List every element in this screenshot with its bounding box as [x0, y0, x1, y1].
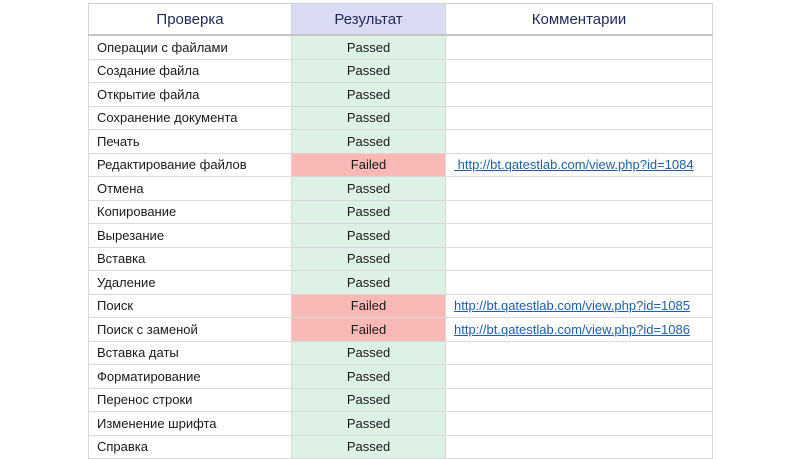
table-row — [89, 271, 713, 295]
result-passed-cell: Passed — [292, 341, 446, 365]
result-passed-cell: Passed — [292, 247, 446, 271]
table-row — [89, 247, 713, 271]
table-row — [89, 59, 713, 83]
comment-cell — [446, 435, 713, 459]
result-passed-cell: Passed — [292, 224, 446, 248]
header-comments: Комментарии — [446, 4, 713, 36]
check-name-cell: Поиск с заменой — [89, 318, 292, 342]
result-passed-cell: Passed — [292, 200, 446, 224]
table-row — [89, 388, 713, 412]
check-name-cell: Копирование — [89, 200, 292, 224]
table-row — [89, 200, 713, 224]
table-row — [89, 318, 713, 342]
bug-report-link[interactable]: http://bt.qatestlab.com/view.php?id=1084 — [454, 157, 694, 173]
table-body — [89, 35, 713, 459]
bug-report-link[interactable]: http://bt.qatestlab.com/view.php?id=1086 — [454, 321, 690, 337]
table-row — [89, 341, 713, 365]
result-passed-cell: Passed — [292, 412, 446, 436]
table-row — [89, 153, 713, 177]
result-passed-cell: Passed — [292, 59, 446, 83]
table-row — [89, 435, 713, 459]
check-name-cell: Печать — [89, 130, 292, 154]
check-name-cell: Отмена — [89, 177, 292, 201]
table-row — [89, 294, 713, 318]
check-name-cell: Справка — [89, 435, 292, 459]
result-passed-cell: Passed — [292, 83, 446, 107]
result-passed-cell: Passed — [292, 35, 446, 59]
table-row — [89, 35, 713, 59]
comment-cell — [446, 130, 713, 154]
check-name-cell: Форматирование — [89, 365, 292, 389]
result-failed-cell: Failed — [292, 294, 446, 318]
check-name-cell: Удаление — [89, 271, 292, 295]
comment-cell — [446, 247, 713, 271]
table-row — [89, 365, 713, 389]
comment-cell — [446, 35, 713, 59]
result-failed-cell: Failed — [292, 153, 446, 177]
check-name-cell: Создание файла — [89, 59, 292, 83]
check-name-cell: Сохранение документа — [89, 106, 292, 130]
result-passed-cell: Passed — [292, 130, 446, 154]
comment-cell — [446, 271, 713, 295]
table-row — [89, 412, 713, 436]
bug-report-link[interactable]: http://bt.qatestlab.com/view.php?id=1085 — [454, 298, 690, 314]
comment-cell — [446, 412, 713, 436]
table-row — [89, 224, 713, 248]
check-name-cell: Изменение шрифта — [89, 412, 292, 436]
result-passed-cell: Passed — [292, 271, 446, 295]
table-header-row — [89, 4, 713, 36]
check-name-cell: Операции с файлами — [89, 35, 292, 59]
comment-cell — [446, 224, 713, 248]
comment-cell — [446, 59, 713, 83]
result-failed-cell: Failed — [292, 318, 446, 342]
comment-cell — [446, 341, 713, 365]
check-name-cell: Редактирование файлов — [89, 153, 292, 177]
result-passed-cell: Passed — [292, 388, 446, 412]
test-results-table — [88, 3, 713, 459]
comment-cell — [446, 365, 713, 389]
comment-cell — [446, 177, 713, 201]
check-name-cell: Перенос строки — [89, 388, 292, 412]
header-result: Результат — [292, 4, 446, 36]
table-row — [89, 177, 713, 201]
table-row — [89, 106, 713, 130]
result-passed-cell: Passed — [292, 177, 446, 201]
comment-cell — [446, 83, 713, 107]
comment-cell — [446, 294, 713, 318]
comment-cell — [446, 318, 713, 342]
result-passed-cell: Passed — [292, 106, 446, 130]
result-passed-cell: Passed — [292, 365, 446, 389]
check-name-cell: Открытие файла — [89, 83, 292, 107]
table-row — [89, 130, 713, 154]
result-passed-cell: Passed — [292, 435, 446, 459]
check-name-cell: Вставка даты — [89, 341, 292, 365]
comment-cell — [446, 200, 713, 224]
comment-cell — [446, 106, 713, 130]
check-name-cell: Вырезание — [89, 224, 292, 248]
comment-cell — [446, 153, 713, 177]
check-name-cell: Вставка — [89, 247, 292, 271]
check-name-cell: Поиск — [89, 294, 292, 318]
comment-cell — [446, 388, 713, 412]
table-row — [89, 83, 713, 107]
header-check: Проверка — [89, 4, 292, 36]
